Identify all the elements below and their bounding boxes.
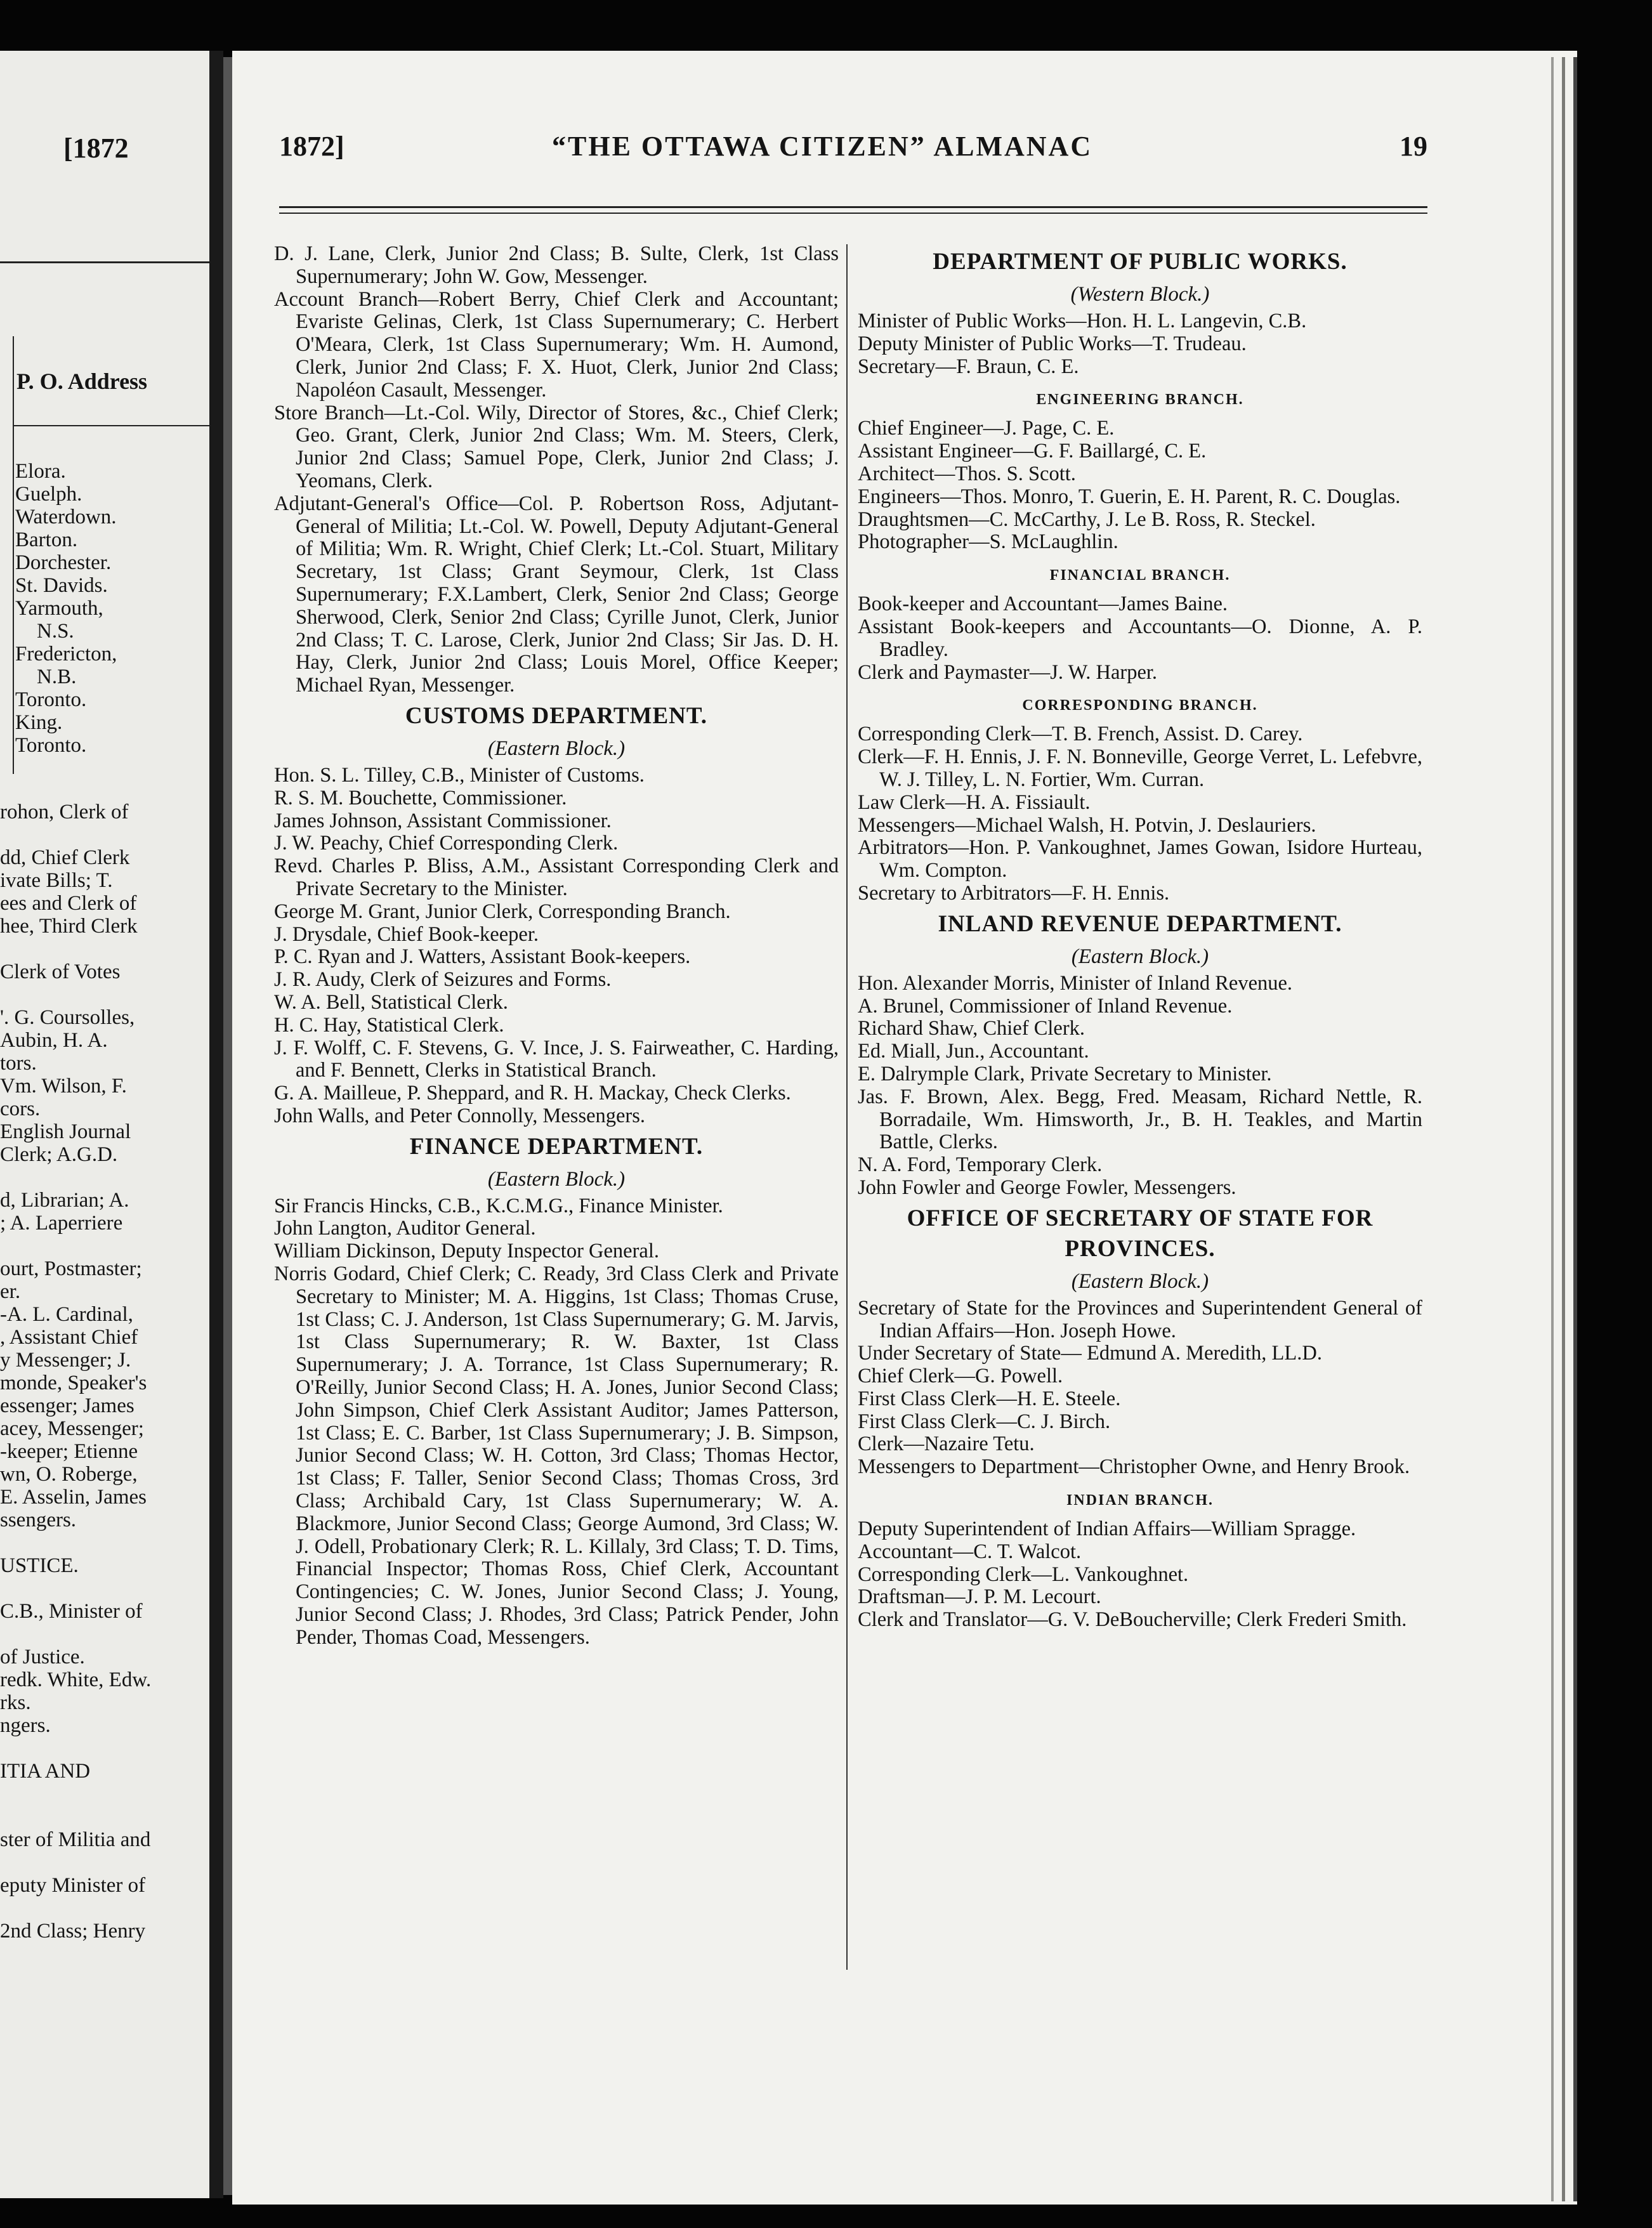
entry-line: Richard Shaw, Chief Clerk. [858,1017,1085,1040]
page-year: 1872] [279,131,344,162]
text-fragment: d, Librarian; A. [0,1189,129,1212]
address-entry: Elora. [15,460,66,483]
entry-line: J. Drysdale, Chief Book-keeper. [274,922,539,946]
text-fragment [0,1783,209,1805]
text-fragment [0,1235,209,1257]
entry-line: Messengers—Michael Walsh, H. Potvin, J. Deslauriers. [858,813,1316,837]
text-fragment [0,1623,209,1646]
running-head [279,130,1427,168]
entry-line: Clerk—Nazaire Tetu. [858,1432,1035,1456]
text-fragment [0,1737,209,1760]
entry-line: John Walls, and Peter Connolly, Messengers. [274,1104,646,1127]
text-fragment: English Journal [0,1120,131,1143]
entry-line: P. C. Ryan and J. Watters, Assistant Book-keepers. [274,945,691,969]
text-fragment: 2nd Class; Henry [0,1920,146,1943]
column-divider [846,244,848,1970]
text-fragment: ITIA AND [0,1760,91,1783]
section-heading-customs: CUSTOMS DEPARTMENT. [405,702,708,729]
address-entry: Waterdown. [15,506,117,528]
branch-heading-corresponding: CORRESPONDING BRANCH. [1022,697,1258,714]
address-entry: King. [15,711,63,734]
entry-line: Clerk—F. H. Ennis, J. F. N. Bonneville, George Verret, L. Lefebvre, W. J. Tilley, L. N. Fortier, Wm. Curran. [858,745,1422,791]
entry-line: Corresponding Clerk—L. Vankoughnet. [858,1563,1189,1586]
text-fragment: -keeper; Etienne [0,1440,138,1463]
text-fragment: dd, Chief Clerk [0,846,130,869]
paragraph: D. J. Lane, Clerk, Junior 2nd Class; B. Sulte, Clerk, 1st Class Supernumerary; John W. Gow, Messenger. [274,242,839,288]
indian-branch-entries [858,1518,1422,1632]
entry-line: Photographer—S. McLaughlin. [858,530,1118,554]
address-entry: Fredericton, [15,643,117,665]
entry-line: Jas. F. Brown, Alex. Begg, Fred. Measam, Richard Nettle, R. Borradaile, Wm. Himsworth, Jr., B. H. Teakles, and Martin Battle, Clerks. [858,1085,1422,1154]
left-page-rule [0,261,209,263]
entry-line: R. S. M. Bouchette, Commissioner. [274,786,567,809]
section-subheading: (Western Block.) [1070,283,1210,306]
text-fragment: Vm. Wilson, F. [0,1075,127,1098]
text-fragment [0,1531,209,1554]
text-fragment [0,938,209,960]
address-entry: Yarmouth, [15,597,103,620]
address-list [15,460,117,757]
entry-line: N. A. Ford, Temporary Clerk. [858,1153,1103,1177]
text-fragment: eputy Minister of [0,1874,146,1897]
entry-line: Revd. Charles P. Bliss, A.M., Assistant Corresponding Clerk and Private Secretary to the Minister. [274,855,839,900]
entry-line: Assistant Book-keepers and Accountants—O. Dionne, A. P. Bradley. [858,615,1422,661]
text-fragment: C.B., Minister of [0,1600,143,1623]
entry-line: John Fowler and George Fowler, Messengers. [858,1176,1236,1199]
financial-entries [858,593,1422,684]
entry-line: Draughtsmen—C. McCarthy, J. Le B. Ross, R. Steckel. [858,508,1316,531]
paragraph: Store Branch—Lt.-Col. Wily, Director of Stores, &c., Chief Clerk; Geo. Grant, Clerk, Junior 2nd Class; Wm. M. Steers, Clerk, Junior 2nd Class; Samuel Pope, Clerk, Junior 2nd Class; J. Yeomans, Clerk. [274,401,839,492]
page-number: 19 [1400,131,1427,162]
entry-line: Norris Godard, Chief Clerk; C. Ready, 3rd Class Clerk and Private Secretary to Minister; M. A. Higgins, 1st Class; Thomas Cruse, 1st Class; C. J. Anderson, 1st Class Supernumerary; G. M. Jarvis, 1st Class Supernumerary; R. W. Baxter, 1st Class Supernumerary; J. A. Torrance, 1st Class Supernumerary; R. O'Reilly, Junior Second Class; H. A. Jones, Junior Second Class; John Simpson, Chief Clerk Assistant Auditor; James Patterson, 1st Class; E. C. Barber, 1st Class Supernumerary; J. B. Simpson, Junior Second Class; W. H. Cotton, 3rd Class; Thomas Hector, 1st Class; F. Taller, Senior Second Class; Thomas Cross, 3rd Class; Archibald Cary, 1st Class Supernumerary; W. A. Blackmore, Junior Second Class; George Aumond, 3rd Class; W. J. Odell, Probationary Clerk; R. L. Killaly, 3rd Class; T. D. Tims, Financial Inspector; Thomas Ross, Chief Clerk, Accountant Contingencies; C. W. Jones, Junior Second Class; J. Young, Junior Second Class; J. Rhodes, 3rd Class; Patrick Pender, John Pender, Thomas Coad, Messengers. [274,1262,839,1649]
left-facing-page [0,51,209,2198]
secretary-of-state-entries [858,1297,1422,1479]
section-heading-secretary-of-state: OFFICE OF SECRETARY OF STATE FOR PROVINCES. [907,1205,1373,1262]
text-fragment [0,1851,209,1874]
po-address-heading: P. O. Address [16,369,148,394]
entry-line: J. F. Wolff, C. F. Stevens, G. V. Ince, J. S. Fairweather, C. Harding, and F. Bennett, Clerks in Statistical Branch. [274,1036,839,1082]
text-fragment: ; A. Laperriere [0,1212,123,1235]
address-entry: St. Davids. [15,574,108,597]
finance-entries [274,1195,839,1649]
header-rule [279,206,1427,208]
entry-line: H. C. Hay, Statistical Clerk. [274,1013,504,1037]
text-fragment [0,1897,209,1920]
branch-heading-engineering: ENGINEERING BRANCH. [1036,391,1244,409]
entry-line: Arbitrators—Hon. P. Vankoughnet, James Gowan, Isidore Hurteau, Wm. Compton. [858,836,1422,882]
entry-line: Chief Clerk—G. Powell. [858,1365,1063,1388]
text-fragment: E. Asselin, James [0,1486,147,1509]
address-header-rule [13,425,209,426]
section-heading-inland-revenue: INLAND REVENUE DEPARTMENT. [938,910,1342,937]
entry-line: George M. Grant, Junior Clerk, Corresponding Branch. [274,900,731,923]
corresponding-entries [858,723,1422,905]
entry-line: John Langton, Auditor General. [274,1217,536,1240]
text-fragment: of Justice. [0,1646,85,1668]
entry-line: Messengers to Department—Christopher Owne, and Henry Brook. [858,1455,1410,1479]
entry-line: Accountant—C. T. Walcot. [858,1540,1082,1563]
page-title: “THE OTTAWA CITIZEN” ALMANAC [552,131,1093,162]
text-fragment [0,1166,209,1189]
text-fragment: tors. [0,1052,37,1075]
section-heading-public-works: DEPARTMENT OF PUBLIC WORKS. [933,249,1347,275]
entry-line: A. Brunel, Commissioner of Inland Revenue. [858,994,1233,1018]
entry-line: Clerk and Paymaster—J. W. Harper. [858,660,1158,684]
section-subheading: (Eastern Block.) [1071,1269,1209,1293]
entry-line: Hon. Alexander Morris, Minister of Inland Revenue. [858,971,1293,995]
section-heading-finance: FINANCE DEPARTMENT. [409,1133,704,1160]
text-fragment: Clerk of Votes [0,960,121,983]
entry-line: Secretary to Arbitrators—F. H. Ennis. [858,881,1170,905]
entry-line: E. Dalrymple Clark, Private Secretary to Minister. [858,1062,1272,1085]
header-rule [279,213,1427,214]
left-text-column [274,243,839,1649]
entry-line: Deputy Superintendent of Indian Affairs—William Spragge. [858,1517,1356,1541]
text-fragment: ivate Bills; T. [0,869,113,892]
entry-line: First Class Clerk—H. E. Steele. [858,1387,1121,1410]
text-fragment: USTICE. [0,1554,79,1577]
entry-line: W. A. Bell, Statistical Clerk. [274,990,508,1014]
address-entry: Dorchester. [15,551,112,574]
entry-line: Hon. S. L. Tilley, C.B., Minister of Customs. [274,763,645,787]
address-entry: Toronto. [15,734,87,757]
text-fragment: Aubin, H. A. [0,1029,108,1052]
entry-line: Engineers—Thos. Monro, T. Guerin, E. H. Parent, R. C. Douglas. [858,485,1401,508]
text-fragment [0,1805,209,1828]
text-fragment: hee, Third Clerk [0,915,138,938]
entry-line: Under Secretary of State— Edmund A. Meredith, LL.D. [858,1342,1322,1365]
section-subheading: (Eastern Block.) [487,737,626,760]
text-fragment: rohon, Clerk of [0,801,129,823]
entry-line: Corresponding Clerk—T. B. French, Assist. D. Carey. [858,723,1303,746]
text-fragment: rks. [0,1691,31,1714]
entry-line: G. A. Mailleue, P. Sheppard, and R. H. Mackay, Check Clerks. [274,1082,791,1105]
address-column-rule [13,336,14,774]
text-fragment: ourt, Postmaster; [0,1257,142,1280]
entry-line: First Class Clerk—C. J. Birch. [858,1410,1111,1433]
text-fragment: -A. L. Cardinal, [0,1303,133,1326]
page-edge [1551,57,1554,2201]
text-fragment: ngers. [0,1714,51,1737]
address-entry: Guelph. [15,483,82,506]
entry-line: William Dickinson, Deputy Inspector General. [274,1240,659,1263]
entry-line: Architect—Thos. S. Scott. [858,462,1076,485]
right-text-column [858,243,1422,1632]
left-page-header: [1872 [63,133,129,164]
page-edge [1562,57,1565,2201]
entry-line: Clerk and Translator—G. V. DeBoucherville; Clerk Frederi Smith. [858,1608,1407,1632]
text-fragment: '. G. Coursolles, [0,1006,135,1029]
entry-line: J. R. Audy, Clerk of Seizures and Forms. [274,968,612,992]
paragraph: Adjutant-General's Office—Col. P. Robertson Ross, Adjutant-General of Militia; Lt.-Col. W. Powell, Deputy Adjutant-General of Militia; Wm. R. Wright, Chief Clerk; Lt.-Col. Stuart, Military Secretary, 1st Class; Grant Seymour, Clerk, 1st Class Supernumerary; F.X.Lambert, Clerk, Senior 2nd Class; George Sherwood, Clerk, Senior 2nd Class; Cyrille Junot, Clerk, Junior 2nd Class; T. C. Larose, Clerk, Junior 2nd Class; Sir Jas. D. H. Hay, Clerk, Junior 2nd Class; Louis Morel, Office Keeper; Michael Ryan, Messenger. [274,492,839,697]
entry-line: Ed. Miall, Jun., Accountant. [858,1040,1089,1063]
address-entry: Barton. [15,528,78,551]
section-subheading: (Eastern Block.) [1071,945,1209,968]
book-gutter [209,51,223,2198]
inland-revenue-entries [858,973,1422,1200]
entry-line: J. W. Peachy, Chief Corresponding Clerk. [274,832,619,855]
text-fragment: monde, Speaker's [0,1372,147,1394]
address-entry: Toronto. [15,688,87,711]
customs-entries [274,764,839,1128]
text-fragment [0,1577,209,1600]
paragraph: Account Branch—Robert Berry, Chief Clerk and Accountant; Evariste Gelinas, Clerk, 1st Class Supernumerary; C. Herbert O'Meara, Clerk, 1st Class Supernumerary; Wm. H. Aumond, Clerk, Junior 2nd Class; F. X. Huot, Clerk, Junior 2nd Class; Napoléon Casault, Messenger. [274,287,839,402]
text-fragment: acey, Messenger; [0,1417,144,1440]
text-fragment [0,823,209,846]
book-gutter-shadow [223,57,232,2195]
left-page-text-fragments [0,801,209,1943]
public-works-entries [858,310,1422,378]
text-fragment: essenger; James [0,1394,134,1417]
address-entry: N.B. [37,665,77,688]
text-fragment: cors. [0,1098,41,1120]
text-fragment: y Messenger; J. [0,1349,131,1372]
text-fragment: ster of Militia and [0,1828,151,1851]
text-fragment: ees and Clerk of [0,892,137,915]
entry-line: James Johnson, Assistant Commissioner. [274,809,612,832]
entry-line: Chief Engineer—J. Page, C. E. [858,417,1115,440]
text-fragment: redk. White, Edw. [0,1668,152,1691]
section-subheading: (Eastern Block.) [487,1167,626,1191]
text-fragment: er. [0,1280,21,1303]
entry-line: Law Clerk—H. A. Fissiault. [858,790,1091,814]
address-entry: N.S. [37,620,74,643]
text-fragment [0,983,209,1006]
entry-line: Minister of Public Works—Hon. H. L. Langevin, C.B. [858,310,1307,332]
text-fragment: , Assistant Chief [0,1326,138,1349]
text-fragment: ssengers. [0,1509,77,1531]
text-fragment: wn, O. Roberge, [0,1463,138,1486]
entry-line: Secretary of State for the Provinces and Superintendent General of Indian Affairs—Hon. Joseph Howe. [858,1296,1422,1342]
branch-heading-indian: INDIAN BRANCH. [1066,1492,1214,1509]
entry-line: Sir Francis Hincks, C.B., K.C.M.G., Finance Minister. [274,1194,723,1217]
branch-heading-financial: FINANCIAL BRANCH. [1049,567,1231,584]
page-edge [1573,57,1577,2201]
entry-line: Secretary—F. Braun, C. E. [858,355,1079,378]
text-fragment: Clerk; A.G.D. [0,1143,118,1166]
entry-line: Book-keeper and Accountant—James Baine. [858,593,1228,616]
engineering-entries [858,417,1422,554]
entry-line: Assistant Engineer—G. F. Baillargé, C. E. [858,440,1207,463]
entry-line: Deputy Minister of Public Works—T. Trudeau. [858,332,1247,355]
entry-line: Draftsman—J. P. M. Lecourt. [858,1585,1101,1609]
